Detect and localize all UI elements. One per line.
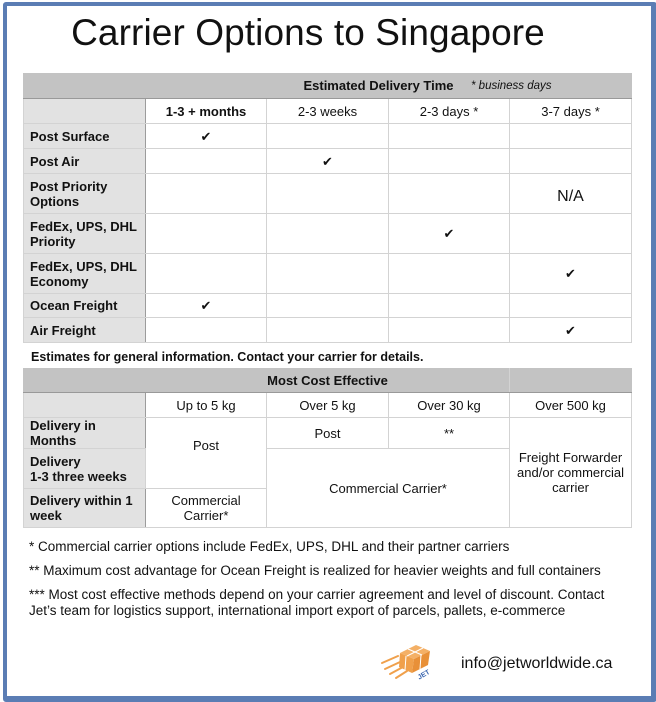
footnote-3-line: *** Most cost effective methods depend on your carrier agreement and level of discount. Contact — [29, 587, 605, 602]
subheader-blank-cell — [24, 99, 146, 124]
check-icon: ✔ — [146, 124, 267, 149]
delivery-header-cell — [146, 74, 632, 99]
table-row — [24, 124, 632, 149]
cell — [389, 318, 510, 343]
cell — [389, 124, 510, 149]
check-icon: ✔ — [267, 149, 389, 174]
row-label: Delivery in Months — [24, 418, 146, 449]
cell — [389, 174, 510, 214]
cell-text: Carrier* — [183, 508, 229, 523]
row-label: FedEx, UPS, DHL Priority — [24, 214, 146, 254]
column-header: 1-3 + months — [146, 99, 267, 124]
cell — [267, 254, 389, 294]
cell-text: Post — [192, 437, 219, 453]
cell — [510, 214, 632, 254]
cell — [267, 294, 389, 318]
cell — [510, 124, 632, 149]
table-row — [24, 149, 632, 174]
footnote-3-line: Jet’s team for logistics support, international import export of parcels, pallets, e-commerce — [29, 603, 566, 618]
column-header: 3-7 days * — [510, 99, 632, 124]
row-label — [24, 449, 146, 489]
row-label: Post Priority Options — [24, 174, 146, 214]
business-days-note: * business days — [471, 80, 552, 92]
footnote-2: ** Maximum cost advantage for Ocean Freight is realized for heavier weights and full containers — [29, 563, 601, 578]
column-header: Over 30 kg — [389, 393, 510, 418]
cell-text: and/or commercial — [517, 465, 624, 480]
estimates-note: Estimates for general information. Contact your carrier for details. — [31, 350, 424, 364]
ocean-note-cell: ** — [389, 418, 510, 449]
post-cell: Post — [267, 418, 389, 449]
check-icon: ✔ — [510, 318, 632, 343]
cell — [267, 214, 389, 254]
table-row — [24, 254, 632, 294]
cell — [267, 124, 389, 149]
cell-text: Commercial — [171, 493, 241, 508]
header-blank-cell — [24, 74, 146, 99]
row-label-line: 1-3 three weeks — [30, 468, 127, 484]
cell-text: carrier — [552, 480, 589, 495]
cell — [146, 174, 267, 214]
table-row — [24, 214, 632, 254]
row-label-line: Delivery within 1 — [30, 493, 133, 508]
page-title: Carrier Options to Singapore — [71, 12, 545, 53]
column-header: Over 5 kg — [267, 393, 389, 418]
row-label: Post Air — [24, 149, 146, 174]
row-label — [24, 489, 146, 528]
commercial-carrier-cell: Commercial Carrier* — [267, 449, 510, 528]
header-blank-cell — [24, 369, 146, 393]
freight-forwarder-cell — [510, 418, 632, 528]
check-icon: ✔ — [146, 294, 267, 318]
table-row — [24, 174, 632, 214]
row-label: Air Freight — [24, 318, 146, 343]
table-row — [24, 294, 632, 318]
column-header: Up to 5 kg — [146, 393, 267, 418]
table-row — [24, 418, 632, 449]
post-cell — [146, 418, 267, 489]
cost-effective-table — [23, 368, 632, 528]
cell — [389, 294, 510, 318]
jet-logo-text: JET — [416, 668, 432, 681]
check-icon: ✔ — [510, 254, 632, 294]
row-label-line: Delivery — [30, 453, 81, 469]
table-row — [24, 318, 632, 343]
cell — [146, 214, 267, 254]
delivery-header: Estimated Delivery Time — [303, 78, 454, 93]
column-header: 2-3 days * — [389, 99, 510, 124]
footnote-1: * Commercial carrier options include FedEx, UPS, DHL and their partner carriers — [29, 539, 510, 554]
cell — [267, 318, 389, 343]
column-header: Over 500 kg — [510, 393, 632, 418]
cell — [267, 174, 389, 214]
footnote-3 — [29, 587, 604, 619]
row-label: Ocean Freight — [24, 294, 146, 318]
cell-text: Freight Forwarder — [518, 450, 623, 465]
subheader-blank-cell — [24, 393, 146, 418]
cost-header: Most Cost Effective — [146, 369, 510, 393]
cell — [510, 294, 632, 318]
contact-email[interactable]: info@jetworldwide.ca — [461, 655, 613, 672]
cell — [146, 254, 267, 294]
cell — [146, 149, 267, 174]
cell — [389, 254, 510, 294]
cell — [389, 149, 510, 174]
cell — [146, 318, 267, 343]
cell — [510, 149, 632, 174]
row-label: FedEx, UPS, DHL Economy — [24, 254, 146, 294]
header-blank-cell — [510, 369, 632, 393]
check-icon: ✔ — [389, 214, 510, 254]
na-value: N/A — [510, 174, 632, 214]
jet-logo-icon — [378, 641, 438, 681]
commercial-carrier-cell — [146, 489, 267, 528]
column-header: 2-3 weeks — [267, 99, 389, 124]
delivery-time-table — [23, 73, 632, 343]
row-label: Post Surface — [24, 124, 146, 149]
row-label-line: week — [30, 508, 62, 523]
